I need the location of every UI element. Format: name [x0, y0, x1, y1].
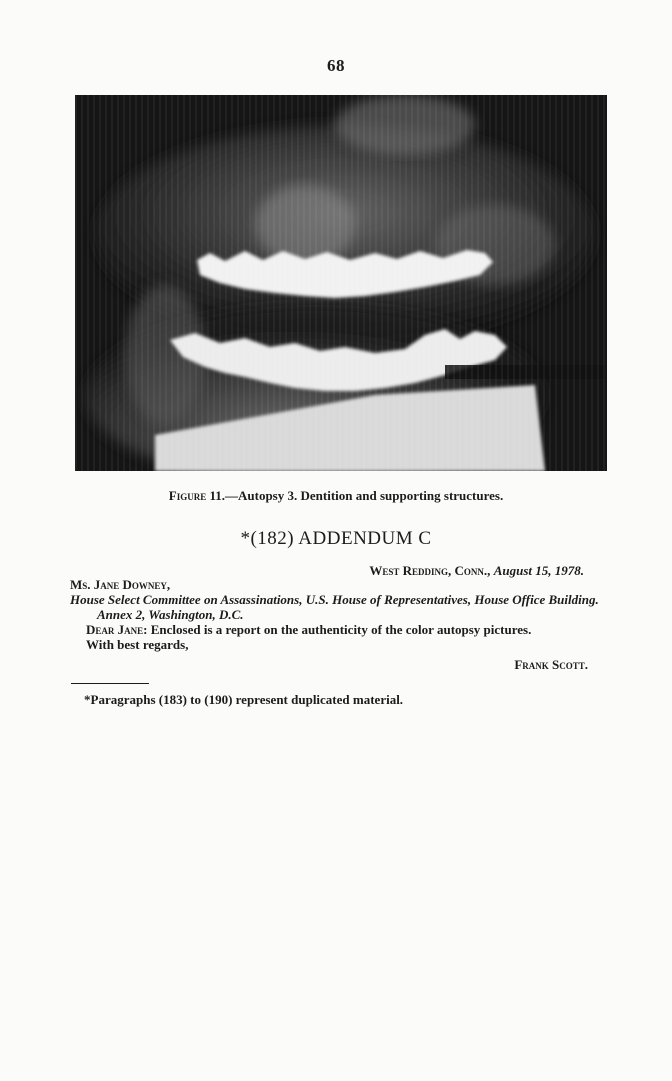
- letter-body: [70, 622, 600, 637]
- footnote: *Paragraphs (183) to (190) represent duplicated material.: [84, 692, 404, 707]
- letter-date: August 15, 1978.: [493, 563, 584, 578]
- letter-signature: Frank Scott.: [514, 657, 588, 672]
- figure-caption-text: 11.—Autopsy 3. Dentition and supporting structures.: [206, 488, 504, 503]
- letter-closing: With best regards,: [86, 637, 189, 652]
- section-heading: *(182) ADDENDUM C: [240, 528, 432, 549]
- letter-body-text: : Enclosed is a report on the authenticity of the color autopsy pictures.: [143, 622, 532, 637]
- page-number: 68: [327, 56, 345, 75]
- letter: [70, 577, 600, 672]
- figure-caption: [0, 488, 672, 504]
- xray-photograph: [75, 95, 607, 471]
- footnote-rule: [71, 683, 149, 684]
- letter-address: House Select Committee on Assassinations, U.S. House of Representatives, House Office Building. Annex 2, Washington, D.C.: [70, 592, 599, 622]
- letter-salutation: Dear Jane: [86, 622, 144, 637]
- letter-addressee: Ms. Jane Downey,: [70, 577, 171, 592]
- letter-place: West Redding, Conn.,: [369, 563, 491, 578]
- figure-caption-label: Figure: [168, 488, 207, 503]
